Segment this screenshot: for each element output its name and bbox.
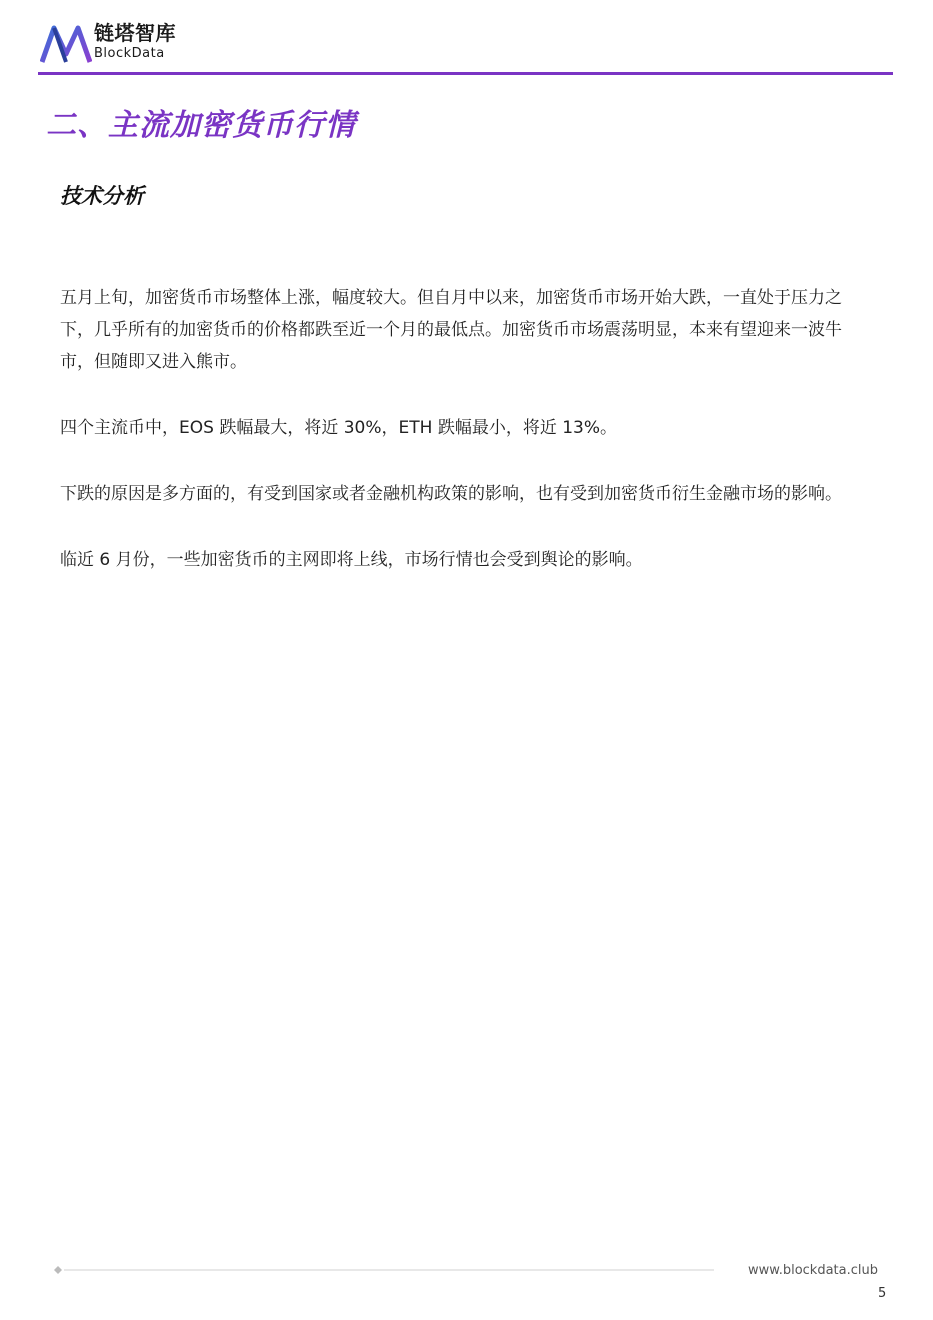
paragraph: 五月上旬，加密货币市场整体上涨，幅度较大。但自月中以来，加密货币市场开始大跌，一直处于压力之下，几乎所有的加密货币的价格都跌至近一个月的最低点。加密货币市场震荡明显，本来有望迎来一波牛市，但随即又进入熊市。 <box>60 288 842 372</box>
page-number: 5 <box>878 1286 887 1301</box>
logo-wordmark <box>94 23 176 60</box>
paragraph: 下跌的原因是多方面的，有受到国家或者金融机构政策的影响，也有受到加密货币衍生金融市场的影响。 <box>60 484 842 504</box>
blockdata-logo-icon <box>40 24 92 64</box>
section-title: 二、主流加密货币行情 <box>46 108 356 143</box>
logo-chinese-name: 链塔智库 <box>94 21 176 45</box>
paragraph: 四个主流币中，EOS 跌幅最大，将近 30%，ETH 跌幅最小，将近 13%。 <box>60 418 618 438</box>
footer-url: www.blockdata.club <box>748 1263 878 1278</box>
logo-english-name: BlockData <box>94 46 165 61</box>
sub-title: 技术分析 <box>60 184 144 208</box>
body-text <box>60 282 872 610</box>
footer-divider <box>54 1266 714 1274</box>
paragraph: 临近 6 月份，一些加密货币的主网即将上线，市场行情也会受到舆论的影响。 <box>60 550 643 570</box>
header-divider <box>38 72 893 75</box>
page-header <box>38 20 893 76</box>
